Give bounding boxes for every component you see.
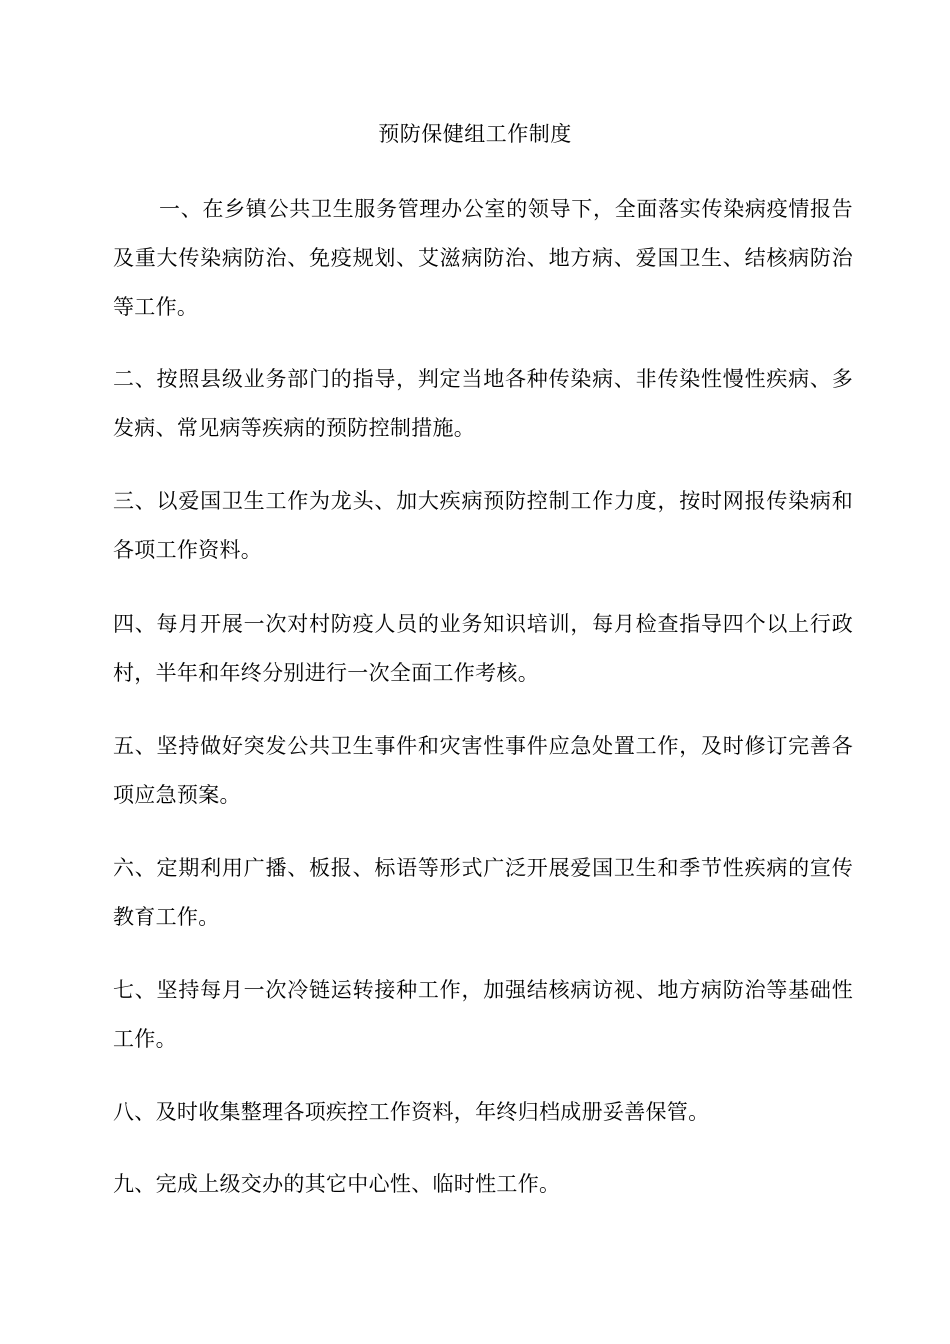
paragraph-4: 四、每月开展一次对村防疫人员的业务知识培训，每月检查指导四个以上行政村，半年和年终分别进行一次全面工作考核。 xyxy=(113,612,853,685)
paragraph-8: 八、及时收集整理各项疾控工作资料，年终归档成册妥善保管。 xyxy=(113,1100,710,1124)
paragraph-7: 七、坚持每月一次冷链运转接种工作，加强结核病访视、地方病防治等基础性工作。 xyxy=(113,978,853,1051)
paragraph-5: 五、坚持做好突发公共卫生事件和灾害性事件应急处置工作，及时修订完善各项应急预案。 xyxy=(113,734,853,807)
paragraph-1: 一、在乡镇公共卫生服务管理办公室的领导下，全面落实传染病疫情报告及重大传染病防治、免疫规划、艾滋病防治、地方病、爱国卫生、结核病防治等工作。 xyxy=(113,197,853,319)
paragraph-9: 九、完成上级交办的其它中心性、临时性工作。 xyxy=(113,1172,561,1196)
paragraph-6: 六、定期利用广播、板报、标语等形式广泛开展爱国卫生和季节性疾病的宣传教育工作。 xyxy=(113,856,853,929)
paragraph-2: 二、按照县级业务部门的指导，判定当地各种传染病、非传染性慢性疾病、多发病、常见病等疾病的预防控制措施。 xyxy=(113,367,853,440)
paragraph-3: 三、以爱国卫生工作为龙头、加大疾病预防控制工作力度，按时网报传染病和各项工作资料。 xyxy=(113,489,853,562)
document-title: 预防保健组工作制度 xyxy=(378,122,572,146)
